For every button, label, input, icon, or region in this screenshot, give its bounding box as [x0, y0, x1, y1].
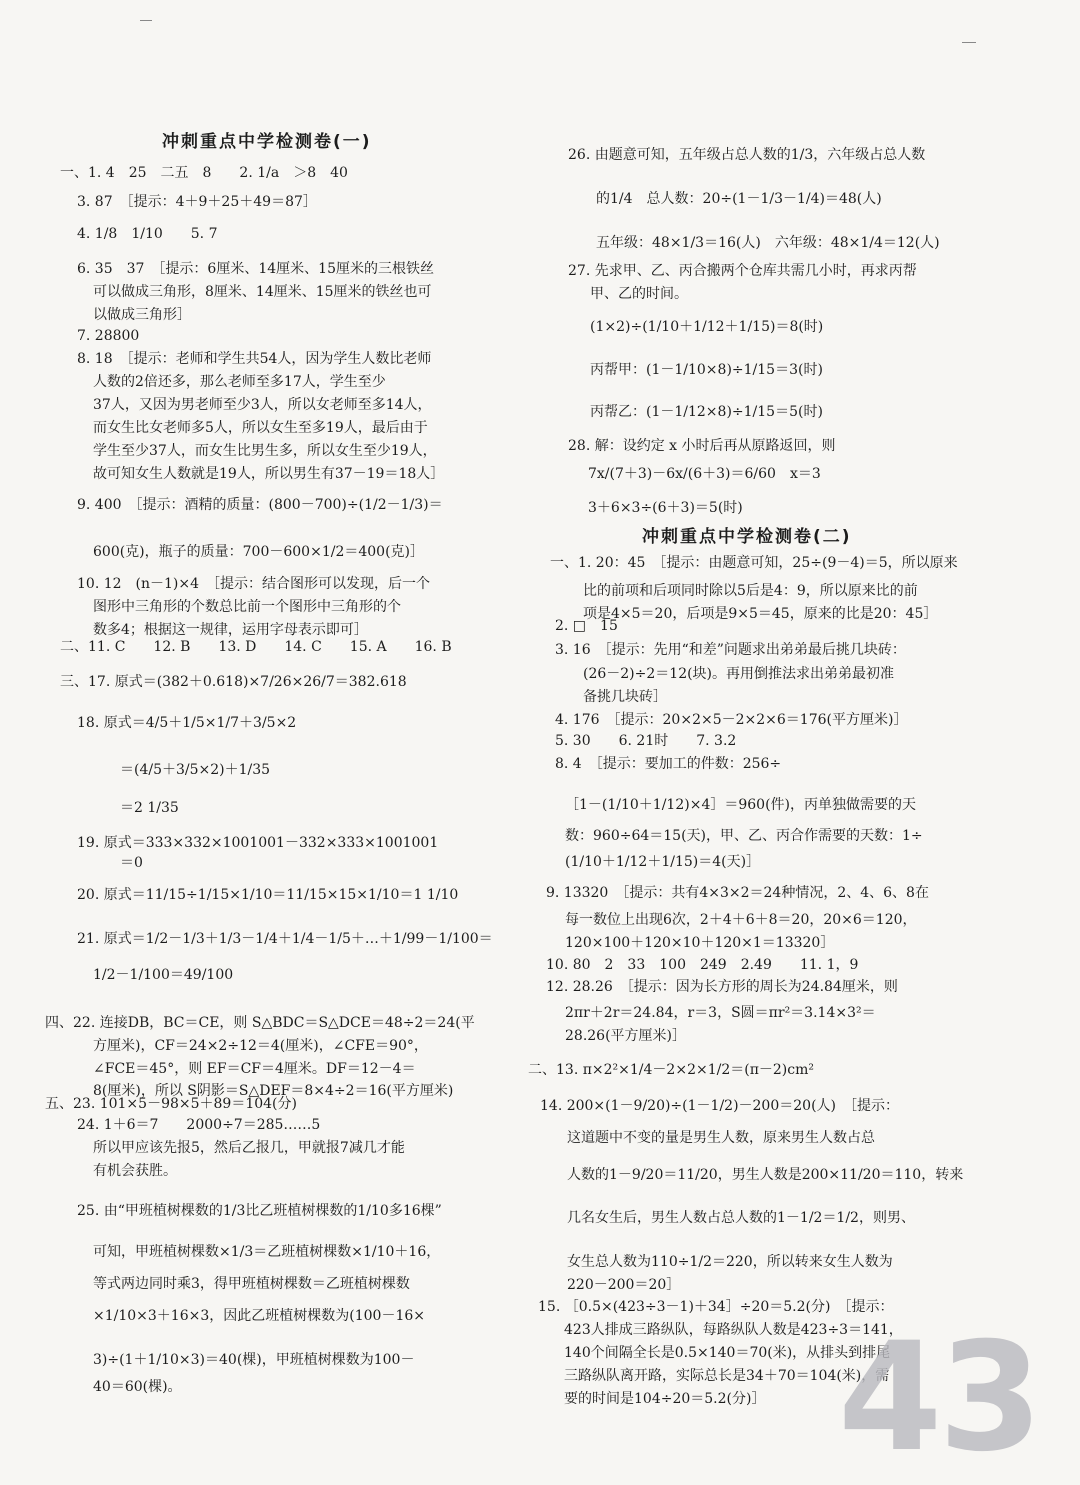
- answer-line: 几名女生后，男生人数占总人数的1－1/2＝1/2，则男、: [567, 1210, 915, 1226]
- answer-line: 8. 4 ［提示：要加工的件数：256÷: [555, 756, 782, 772]
- answer-line: ＝2 1/35: [120, 800, 179, 816]
- answer-line: 26. 由题意可知，五年级占总人数的1/3，六年级占总人数: [568, 147, 926, 163]
- answer-line: ∠FCE＝45°，则 EF＝CF＝4厘米。DF＝12－4＝: [93, 1061, 416, 1077]
- answer-line: 3. 16 ［提示：先用“和差”问题求出弟弟最后挑几块砖：: [555, 642, 906, 658]
- answer-line: 28.26(平方厘米)］: [565, 1028, 687, 1044]
- answer-line: 人数的2倍还多，那么老师至多17人，学生至少: [93, 374, 386, 390]
- answer-line: 423人排成三路纵队，每路纵队人数是423÷3＝141，: [564, 1322, 903, 1338]
- answer-line: 三、17. 原式＝(382＋0.618)×7/26×26/7＝382.618: [60, 674, 407, 690]
- answer-line: 40＝60(棵)。: [93, 1379, 182, 1395]
- answer-line: 甲、乙的时间。: [590, 286, 688, 302]
- scan-mark: [962, 42, 976, 43]
- answer-line: 19. 原式＝333×332×1001001－332×333×1001001: [77, 835, 439, 851]
- answer-line: 三路纵队离开路，实际总长是34＋70＝104(米)，需: [564, 1368, 890, 1384]
- answer-line: 这道题中不变的量是男生人数，原来男生人数占总: [567, 1130, 875, 1146]
- answer-line: 7. 28800: [77, 328, 140, 344]
- answer-line: 8. 18 ［提示：老师和学生共54人，因为学生人数比老师: [77, 351, 432, 367]
- answer-line: 方厘米)，CF＝24×2÷12＝4(厘米)，∠CFE＝90°，: [93, 1038, 428, 1054]
- answer-line: 5. 30 6. 21时 7. 3.2: [555, 733, 737, 749]
- answer-line: 24. 1＋6＝7 2000÷7＝285……5: [77, 1117, 321, 1133]
- answer-line: 要的时间是104÷20＝5.2(分)］: [564, 1391, 766, 1407]
- answer-line: 1/2－1/100＝49/100: [93, 967, 234, 983]
- answer-line: ＝(4/5＋3/5×2)＋1/35: [120, 762, 271, 778]
- answer-line: 丙帮甲：(1－1/10×8)÷1/15＝3(时): [590, 362, 823, 378]
- section-title-test-1: 冲刺重点中学检测卷(一): [162, 132, 372, 152]
- answer-line: (1×2)÷(1/10＋1/12＋1/15)＝8(时): [590, 319, 824, 335]
- answer-line: 二、11. C 12. B 13. D 14. C 15. A 16. B: [60, 639, 452, 655]
- answer-line: 项是4×5＝20，后项是9×5＝45，原来的比是20：45］: [583, 606, 938, 622]
- answer-line: 人数的1－9/20＝11/20，男生人数是200×11/20＝110，转来: [567, 1167, 964, 1183]
- section-title-test-2: 冲刺重点中学检测卷(二): [642, 527, 852, 547]
- answer-line: (26－2)÷2＝12(块)。再用倒推法求出弟弟最初准: [583, 666, 895, 682]
- answer-line: 图形中三角形的个数总比前一个图形中三角形的个: [93, 599, 401, 615]
- answer-line: 五年级：48×1/3＝16(人) 六年级：48×1/4＝12(人): [596, 235, 940, 251]
- answer-line: 等式两边同时乘3，得甲班植树棵数＝乙班植树棵数: [93, 1276, 410, 1292]
- answer-line: 女生总人数为110÷1/2＝220，所以转来女生人数为: [567, 1254, 893, 1270]
- answer-line: 600(克)，瓶子的质量：700－600×1/2＝400(克)］: [93, 544, 424, 560]
- answer-line: 比的前项和后项同时除以5后是4：9，所以原来比的前: [583, 583, 918, 599]
- answer-line: 4. 1/8 1/10 5. 7: [77, 226, 218, 242]
- answer-line: 2. □ 15: [555, 618, 618, 634]
- answer-line: 140个间隔全长是0.5×140＝70(米)，从排头到排尾: [564, 1345, 891, 1361]
- answer-line: 7x/(7＋3)－6x/(6＋3)＝6/60 x＝3: [588, 466, 821, 482]
- answer-line: 有机会获胜。: [93, 1163, 177, 1179]
- answer-line: 25. 由“甲班植树棵数的1/3比乙班植树棵数的1/10多16棵”: [77, 1203, 442, 1219]
- answer-line: 数多4；根据这一规律，运用字母表示即可］: [93, 622, 368, 638]
- answer-line: 20. 原式＝11/15÷1/15×1/10＝11/15×15×1/10＝1 1/10: [77, 887, 459, 903]
- answer-line: 6. 35 37 ［提示：6厘米、14厘米、15厘米的三根铁丝: [77, 261, 434, 277]
- answer-line: 而女生比女老师多5人，所以女生至多19人，最后由于: [93, 420, 428, 436]
- answer-line: 3. 87 ［提示：4＋9＋25＋49＝87］: [77, 194, 317, 210]
- answer-line: 数：960÷64＝15(天)，甲、乙、丙合作需要的天数：1÷: [565, 828, 923, 844]
- page-number: 43: [838, 1311, 1039, 1485]
- answer-line: 可以做成三角形，8厘米、14厘米、15厘米的铁丝也可: [93, 284, 432, 300]
- answer-line: (1/10＋1/12＋1/15)＝4(天)］: [565, 854, 761, 870]
- answer-line: 故可知女生人数就是19人，所以男生有37－19＝18人］: [93, 466, 445, 482]
- answer-line: 以做成三角形］: [93, 307, 191, 323]
- answer-line: 14. 200×(1－9/20)÷(1－1/2)－200＝20(人) ［提示：: [540, 1098, 899, 1114]
- answer-line: 27. 先求甲、乙、丙合搬两个仓库共需几小时，再求丙帮: [568, 263, 917, 279]
- answer-line: 28. 解：设约定 x 小时后再从原路返回，则: [568, 438, 836, 454]
- answer-line: ×1/10×3＋16×3，因此乙班植树棵数为(100－16×: [93, 1308, 425, 1324]
- answer-line: 10. 12 (n－1)×4 ［提示：结合图形可以发现，后一个: [77, 576, 431, 592]
- answer-line: 3＋6×3÷(6＋3)＝5(时): [588, 500, 743, 516]
- answer-line: ［1－(1/10＋1/12)×4］＝960(件)，丙单独做需要的天: [565, 797, 916, 813]
- answer-line: 一、1. 4 25 二五 8 2. 1/a ＞8 40: [60, 165, 348, 181]
- answer-line: 15. ［0.5×(423÷3－1)＋34］÷20＝5.2(分) ［提示：: [538, 1299, 894, 1315]
- answer-line: 学生至少37人，而女生比男生多，所以女生至少19人，: [93, 443, 437, 459]
- answer-line: 二、13. π×2²×1/4－2×2×1/2＝(π－2)cm²: [528, 1062, 814, 1078]
- answer-line: 37人，又因为男老师至少3人，所以女老师至多14人，: [93, 397, 432, 413]
- answer-line: 9. 13320 ［提示：共有4×3×2＝24种情况，2、4、6、8在: [546, 885, 929, 901]
- answer-line: 备挑几块砖］: [583, 689, 667, 705]
- answer-line: 120×100＋120×10＋120×1＝13320］: [565, 935, 835, 951]
- answer-line: 可知，甲班植树棵数×1/3＝乙班植树棵数×1/10＋16，: [93, 1244, 441, 1260]
- answer-line: 所以甲应该先报5，然后乙报几，甲就报7减几才能: [93, 1140, 405, 1156]
- answer-line: 四、22. 连接DB，BC＝CE，则 S△BDC＝S△DCE＝48÷2＝24(平: [45, 1015, 475, 1031]
- answer-line: ＝0: [120, 855, 143, 871]
- answer-line: 3)÷(1＋1/10×3)＝40(棵)，甲班植树棵数为100－: [93, 1352, 415, 1368]
- answer-line: 9. 400 ［提示：酒精的质量：(800－700)÷(1/2－1/3)＝: [77, 497, 443, 513]
- answer-line: 220－200＝20］: [567, 1277, 681, 1293]
- answer-line: 4. 176 ［提示：20×2×5－2×2×6＝176(平方厘米)］: [555, 712, 908, 728]
- answer-line: 每一数位上出现6次，2＋4＋6＋8＝20，20×6＝120，: [565, 912, 917, 928]
- answer-line: 一、1. 20：45 ［提示：由题意可知，25÷(9－4)＝5，所以原来: [550, 555, 958, 571]
- scan-mark: [140, 20, 152, 21]
- answer-line: 21. 原式＝1/2－1/3＋1/3－1/4＋1/4－1/5＋…＋1/99－1/100＝: [77, 931, 493, 947]
- answer-line: 12. 28.26 ［提示：因为长方形的周长为24.84厘米，则: [546, 979, 898, 995]
- answer-line: 2πr＋2r＝24.84，r＝3，S圆＝πr²＝3.14×3²＝: [565, 1005, 876, 1021]
- answer-line: 8(厘米)，所以 S阴影＝S△DEF＝8×4÷2＝16(平方厘米): [93, 1083, 454, 1099]
- answer-line: 丙帮乙：(1－1/12×8)÷1/15＝5(时): [590, 404, 823, 420]
- answer-line: 的1/4 总人数：20÷(1－1/3－1/4)＝48(人): [596, 191, 882, 207]
- answer-line: 五、23. 101×5－98×5＋89＝104(分): [45, 1096, 297, 1112]
- answer-line: 18. 原式＝4/5＋1/5×1/7＋3/5×2: [77, 715, 297, 731]
- answer-line: 10. 80 2 33 100 249 2.49 11. 1，9: [546, 957, 859, 973]
